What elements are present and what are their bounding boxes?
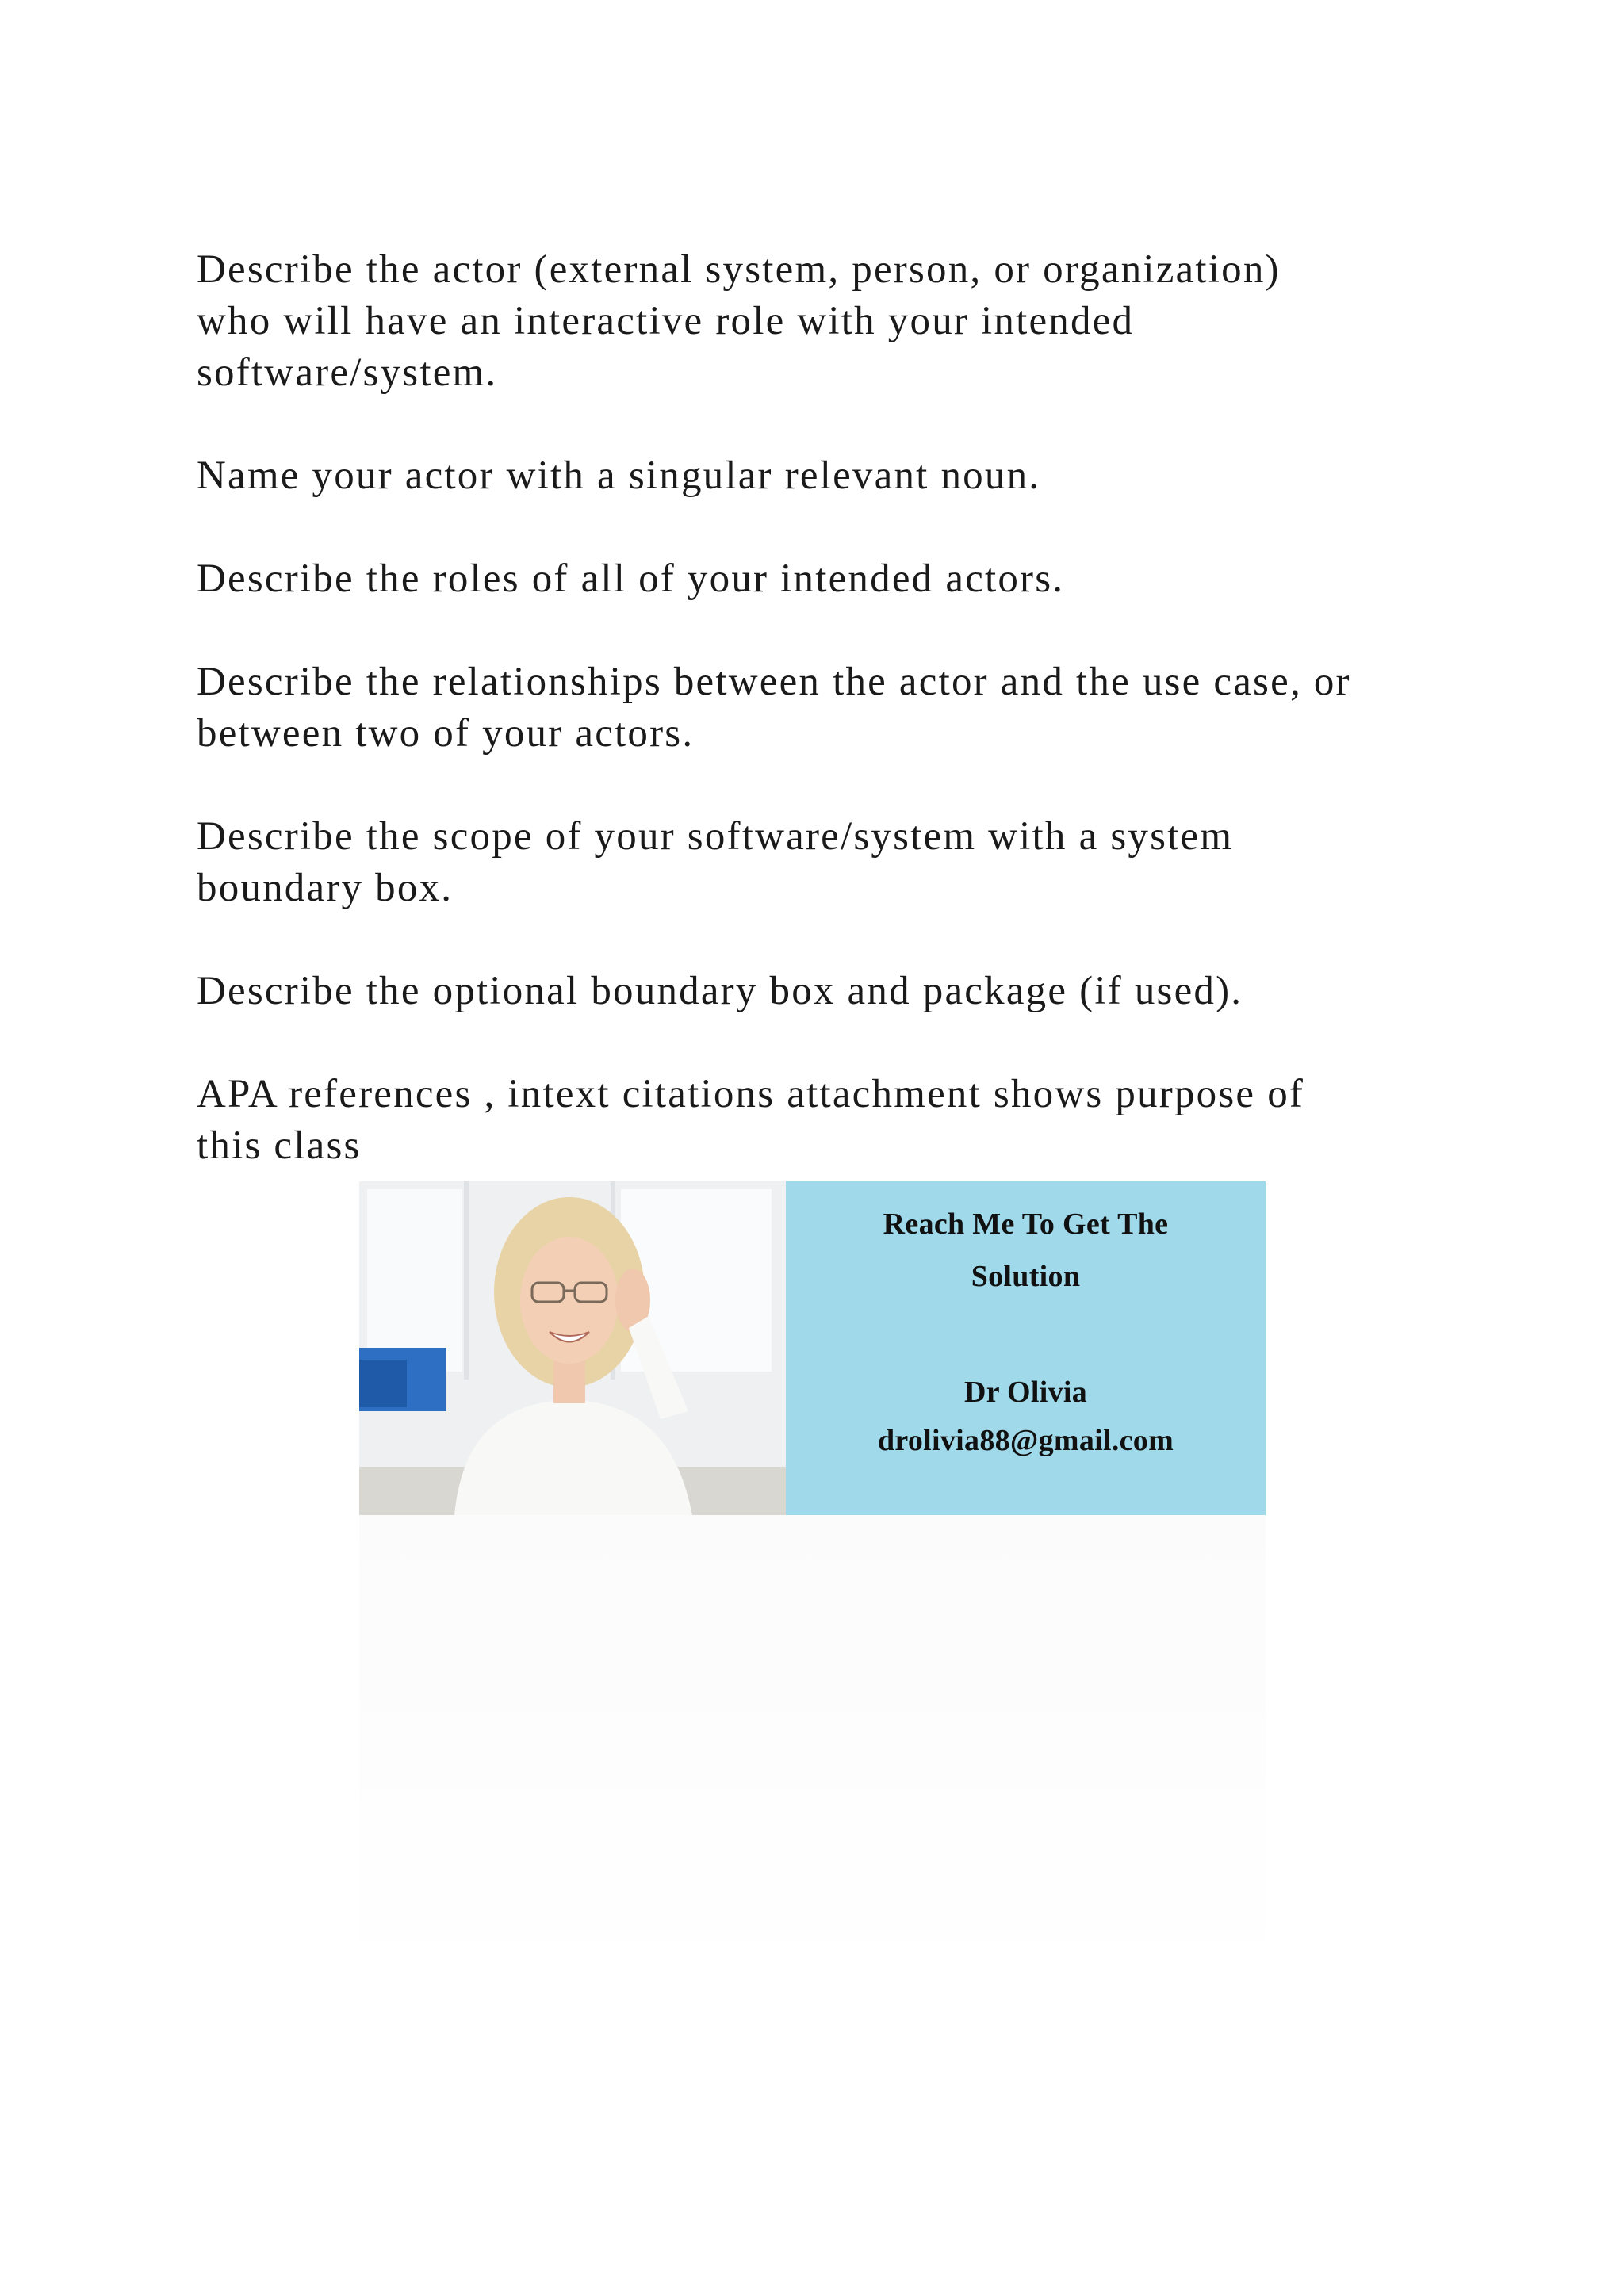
contact-banner	[359, 1181, 1266, 1515]
woman-photo-illustration	[359, 1181, 786, 1515]
paragraph-optional-boundary: Describe the optional boundary box and package (if used).	[197, 969, 1243, 1013]
paragraph-actor: Describe the actor (external system, person, or organization) who will have an interactive role with your intended software/system.	[197, 247, 1281, 395]
paragraph-apa-references: APA references , intext citations attachment shows purpose of this class	[197, 1072, 1305, 1168]
contact-name: Dr Olivia	[963, 1376, 1088, 1409]
woman-photo	[359, 1181, 786, 1515]
paragraph-scope: Describe the scope of your software/system with a system boundary box.	[197, 814, 1234, 910]
contact-heading-line2: Solution	[971, 1260, 1081, 1293]
paragraph-name-actor: Name your actor with a singular relevant noun.	[197, 453, 1041, 498]
paragraph-roles: Describe the roles of all of your intended actors.	[197, 557, 1065, 601]
contact-panel	[786, 1181, 1266, 1515]
blank-area	[359, 1515, 1266, 2296]
contact-email: drolivia88@gmail.com	[877, 1424, 1174, 1457]
paragraph-relationships: Describe the relationships between the actor and the use case, or between two of your actors.	[197, 660, 1351, 756]
instructions-text	[197, 244, 1465, 1172]
contact-heading-line1: Reach Me To Get The	[883, 1207, 1169, 1241]
